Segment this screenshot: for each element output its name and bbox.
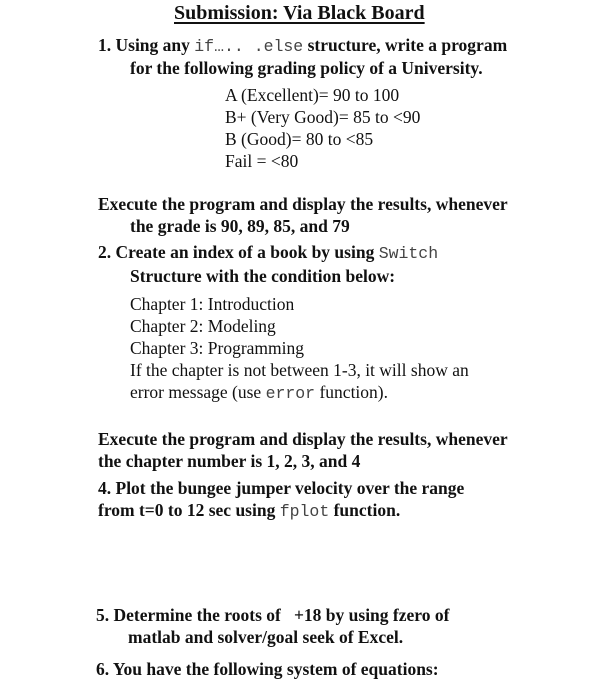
question-2-note-pre: error message (use	[130, 382, 262, 402]
question-2-number: 2.	[98, 242, 112, 262]
chapter-item: Chapter 2: Modeling	[130, 316, 276, 336]
question-1-text-post: structure, write a program	[307, 35, 508, 55]
question-1-text-pre: Using any	[115, 35, 190, 55]
question-2-note-line-1: If the chapter is not between 1-3, it will show an	[130, 360, 469, 380]
chapter-item: Chapter 3: Programming	[130, 338, 305, 358]
question-2-note-code: error	[265, 384, 316, 403]
question-2-code: Switch	[378, 244, 439, 263]
question-2-execute-line-1: Execute the program and display the results, whenever	[98, 429, 508, 449]
question-2-note-post: function).	[319, 382, 388, 402]
grade-item: B (Good)= 80 to <85	[225, 129, 374, 149]
question-5-line-1	[96, 604, 449, 626]
question-5-text: Determine the roots of +18 by using fzero of	[113, 605, 450, 625]
question-4-text: Plot the bungee jumper velocity over the range	[115, 478, 465, 498]
question-4-text-pre: from t=0 to 12 sec using	[98, 500, 276, 520]
question-1-execute-line-1: Execute the program and display the results, whenever	[98, 194, 508, 214]
question-6-number: 6.	[96, 659, 110, 679]
question-2-execute-line-2: the chapter number is 1, 2, 3, and 4	[98, 451, 361, 471]
grade-item: Fail = <80	[225, 151, 299, 171]
question-4-line-1	[98, 477, 464, 499]
grade-item: B+ (Very Good)= 85 to <90	[225, 107, 421, 127]
question-1-code: if….. .else	[194, 37, 304, 56]
question-6-text: You have the following system of equations:	[112, 659, 439, 679]
question-2-line-1	[98, 241, 438, 265]
question-1-line-2: for the following grading policy of a University.	[130, 58, 483, 78]
question-6-line-1	[96, 658, 439, 680]
question-2-line-2: Structure with the condition below:	[130, 266, 396, 286]
question-4-code: fplot	[279, 502, 330, 521]
question-1-line-1	[98, 34, 507, 58]
question-4-text-post: function.	[333, 500, 401, 520]
question-1-number: 1.	[98, 35, 112, 55]
question-4-number: 4.	[98, 478, 112, 498]
chapter-item: Chapter 1: Introduction	[130, 294, 295, 314]
question-5-line-2: matlab and solver/goal seek of Excel.	[128, 627, 404, 647]
question-4-line-2	[98, 499, 400, 523]
question-1-execute-line-2: the grade is 90, 89, 85, and 79	[130, 216, 350, 236]
grade-item: A (Excellent)= 90 to 100	[225, 85, 400, 105]
page-title: Submission: Via Black Board	[174, 2, 425, 24]
question-2-text-pre: Create an index of a book by using	[115, 242, 375, 262]
question-5-number: 5.	[96, 605, 110, 625]
question-2-note-line-2	[130, 381, 388, 405]
